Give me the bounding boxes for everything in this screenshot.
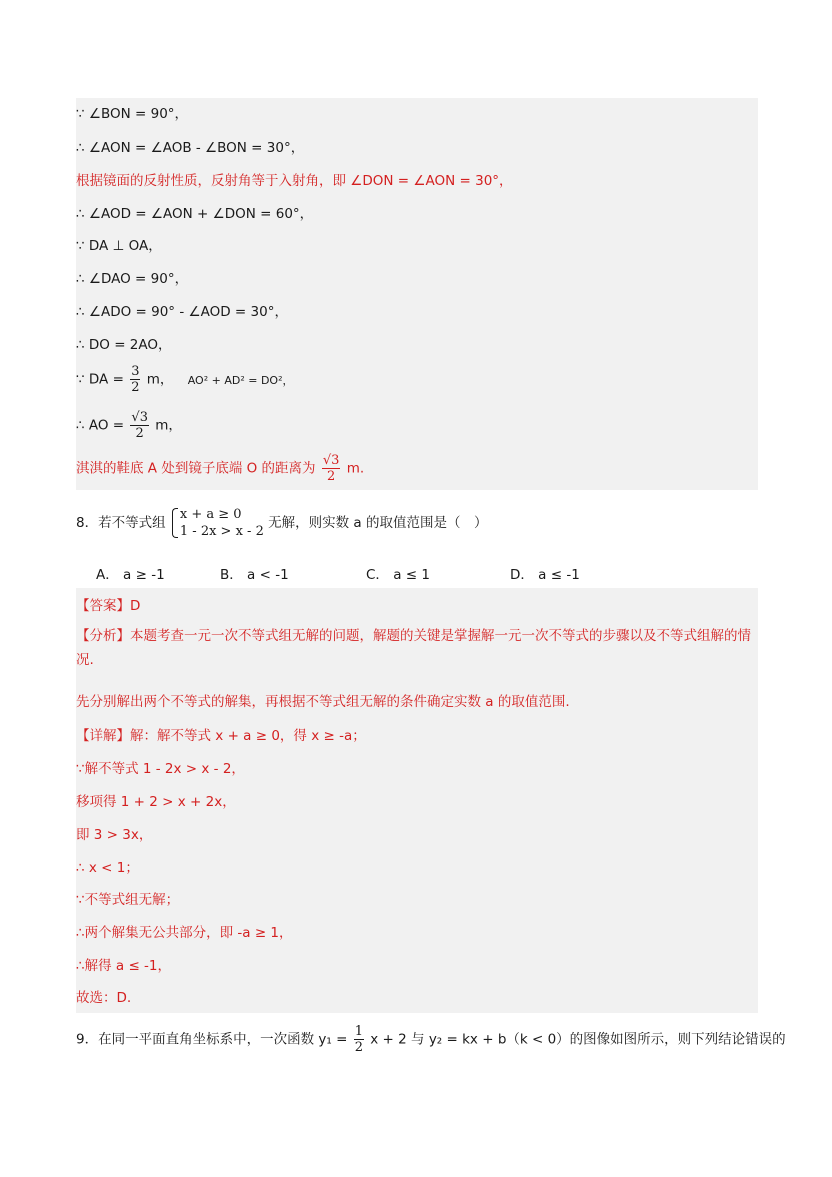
q8-detail-1: 【详解】解：解不等式 x + a ≥ 0，得 x ≥ -a；: [76, 728, 366, 744]
question-8: [76, 506, 756, 540]
option-b: B． a < -1: [220, 567, 289, 583]
da-unit: m，: [146, 371, 174, 388]
final-unit: m.: [346, 460, 365, 477]
q9-fraction-denominator: 2: [354, 1040, 363, 1055]
da-prefix: ∵ DA =: [76, 371, 124, 388]
q8-prefix: 8．若不等式组: [76, 515, 166, 531]
q8-detail-6: ∵不等式组无解；: [76, 892, 180, 908]
inequality-system: [170, 506, 264, 540]
q8-analysis-2: 先分别解出两个不等式的解集，再根据不等式组无解的条件确定实数 a 的取值范围.: [76, 694, 570, 710]
ao-prefix: ∴ AO =: [76, 417, 125, 434]
q9-prefix: 9．在同一平面直角坐标系中，一次函数 y₁ =: [76, 1031, 348, 1048]
solution-line-2: ∴ ∠AON = ∠AOB - ∠BON = 30°，: [76, 140, 305, 156]
solution-line-3: 根据镜面的反射性质，反射角等于入射角，即 ∠DON = ∠AON = 30°，: [76, 173, 513, 189]
final-fraction-numerator: √3: [322, 453, 340, 468]
solution-line-ao: [76, 410, 756, 441]
option-d: D． a ≤ -1: [510, 567, 580, 583]
q8-answer: 【答案】D: [76, 598, 141, 614]
ao-fraction-denominator: 2: [135, 426, 144, 441]
da-fraction-denominator: 2: [131, 380, 140, 395]
da-fraction-numerator: 3: [131, 364, 140, 379]
q8-detail-5: ∴ x < 1；: [76, 860, 139, 876]
final-text: 淇淇的鞋底 A 处到镜子底端 O 的距离为: [76, 460, 316, 477]
q8-detail-4: 即 3 > 3x，: [76, 827, 153, 843]
q8-detail-8: ∴解得 a ≤ -1，: [76, 958, 172, 974]
ao-fraction: [130, 410, 149, 441]
solution-line-1: ∵ ∠BON = 90°，: [76, 106, 189, 122]
ao-unit: m，: [155, 417, 182, 434]
inequality-1: x + a ≥ 0: [179, 507, 242, 522]
solution-line-4: ∴ ∠AOD = ∠AON + ∠DON = 60°，: [76, 206, 314, 222]
q8-detail-7: ∴两个解集无公共部分，即 -a ≥ 1，: [76, 925, 293, 941]
solution-line-da: [76, 364, 756, 395]
q8-detail-9: 故选：D.: [76, 990, 132, 1006]
q8-detail-3: 移项得 1 + 2 > x + 2x，: [76, 794, 236, 810]
da-fraction: [130, 364, 140, 395]
solution-line-5: ∵ DA ⊥ OA，: [76, 238, 162, 254]
ao-fraction-numerator: √3: [131, 410, 148, 425]
final-fraction: [322, 453, 341, 484]
q8-detail-2: ∵解不等式 1 - 2x > x - 2，: [76, 761, 245, 777]
final-fraction-denominator: 2: [326, 469, 336, 484]
solution-line-6: ∴ ∠DAO = 90°，: [76, 271, 189, 287]
q9-middle: x + 2 与 y₂ = kx + b（k < 0）的图像如图所示，则下列结论错误的: [370, 1031, 786, 1048]
solution-line-7: ∴ ∠ADO = 90° - ∠AOD = 30°，: [76, 304, 288, 320]
q9-fraction-numerator: 1: [354, 1024, 363, 1039]
option-c: C． a ≤ 1: [366, 567, 430, 583]
inequality-2: 1 - 2x > x - 2: [179, 524, 264, 539]
option-a: A． a ≥ -1: [96, 567, 165, 583]
q8-suffix: 无解，则实数 a 的取值范围是（ ）: [268, 515, 488, 531]
pythagoras-equation: AO² + AD² = DO²，: [187, 373, 294, 387]
solution-final-line: [76, 453, 756, 484]
question-9: [76, 1024, 786, 1055]
solution-line-8: ∴ DO = 2AO，: [76, 337, 172, 353]
q9-fraction: [354, 1024, 364, 1055]
q8-analysis: 【分析】本题考查一元一次不等式组无解的问题，解题的关键是掌握解一元一次不等式的步骤以及不等式组解的情况.: [76, 628, 751, 668]
